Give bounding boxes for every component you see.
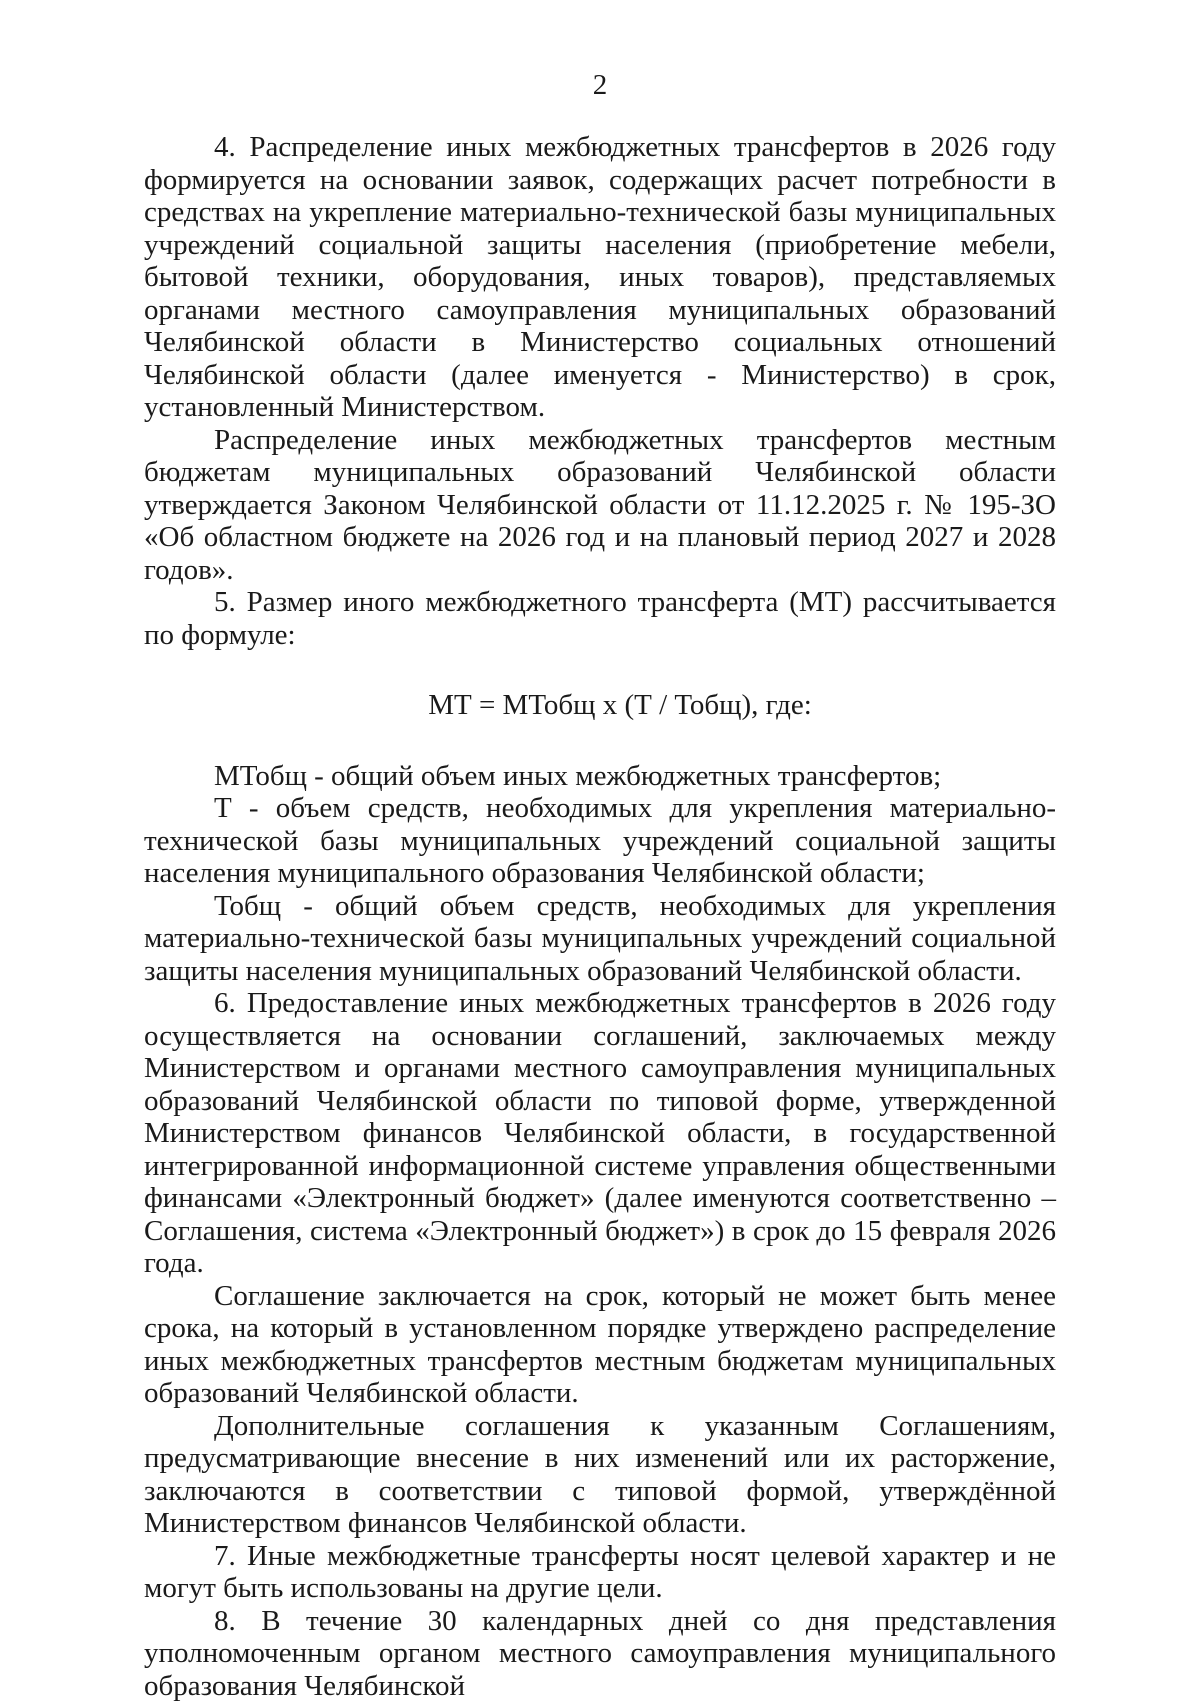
page-number: 2 (0, 68, 1200, 102)
paragraph-5-formula-intro: 5. Размер иного межбюджетного трансферта (МТ) рассчитывается по формуле: (144, 586, 1056, 651)
formula: МТ = МТобщ х (Т / Тобщ), где: (144, 689, 1056, 722)
paragraph-4-applications: 4. Распределение иных межбюджетных трансфертов в 2026 году формируется на основании заявок, содержащих расчет потребности в средствах на укрепление материально-технической базы муниципальных учреждений социальной защиты населения (приобретение мебели, бытовой техники, оборудования, иных товаров), представляемых органами местного самоуправления муниципальных образований Челябинской области в Министерство социальных отношений Челябинской области (далее именуется - Министерство) в срок, установленный Министерством. (144, 131, 1056, 424)
paragraph-mt-total-definition: МТобщ - общий объем иных межбюджетных трансфертов; (144, 760, 1056, 793)
document-body (144, 131, 1056, 1702)
paragraph-t-total-definition: Тобщ - общий объем средств, необходимых для укрепления материально-технической базы муниципальных учреждений социальной защиты населения муниципальных образований Челябинской области. (144, 890, 1056, 988)
paragraph-7-targeted-use: 7. Иные межбюджетные трансферты носят целевой характер и не могут быть использованы на другие цели. (144, 1540, 1056, 1605)
paragraph-distribution-law: Распределение иных межбюджетных трансфертов местным бюджетам муниципальных образований Челябинской области утверждается Законом Челябинской области от 11.12.2025 г. № 195-ЗО «Об областном бюджете на 2026 год и на плановый период 2027 и 2028 годов». (144, 424, 1056, 587)
paragraph-t-definition: Т - объем средств, необходимых для укрепления материально-технической базы муниципальных учреждений социальной защиты населения муниципального образования Челябинской области; (144, 792, 1056, 890)
paragraph-8-thirty-days: 8. В течение 30 календарных дней со дня представления уполномоченным органом местного самоуправления муниципального образования Челябинской (144, 1605, 1056, 1702)
paragraph-additional-agreements: Дополнительные соглашения к указанным Соглашениям, предусматривающие внесение в них изменений или их расторжение, заключаются в соответствии с типовой формой, утверждённой Министерством финансов Челябинской области. (144, 1410, 1056, 1540)
paragraph-6-agreements: 6. Предоставление иных межбюджетных трансфертов в 2026 году осуществляется на основании соглашений, заключаемых между Министерством и органами местного самоуправления муниципальных образований Челябинской области по типовой форме, утвержденной Министерством финансов Челябинской области, в государственной интегрированной информационной системе управления общественными финансами «Электронный бюджет» (далее именуются соответственно – Соглашения, система «Электронный бюджет») в срок до 15 февраля 2026 года. (144, 987, 1056, 1280)
paragraph-agreement-term: Соглашение заключается на срок, который не может быть менее срока, на который в установленном порядке утверждено распределение иных межбюджетных трансфертов местным бюджетам муниципальных образований Челябинской области. (144, 1280, 1056, 1410)
